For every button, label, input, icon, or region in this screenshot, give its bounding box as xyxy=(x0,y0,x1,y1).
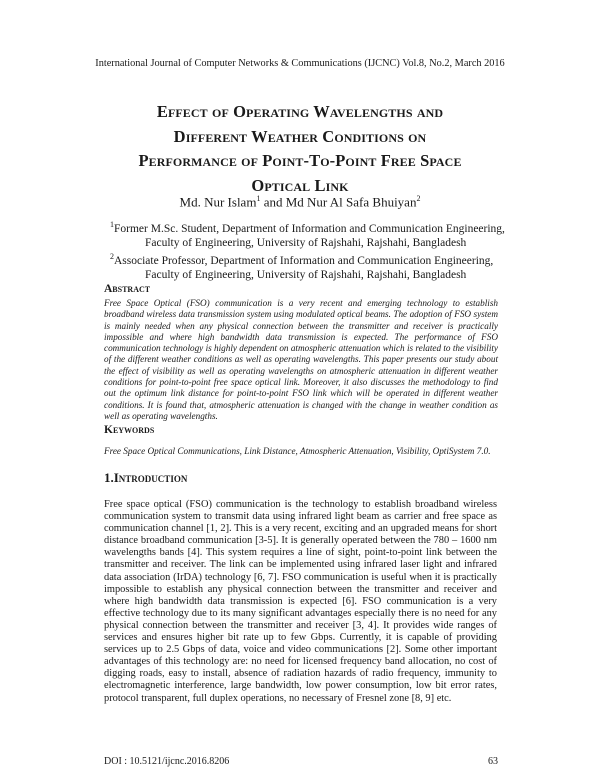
title-line: Effect of Operating Wavelengths and xyxy=(156,102,444,121)
journal-header: International Journal of Computer Networks & Communications (IJCNC) Vol.8, No.2, March 2016 xyxy=(95,58,505,69)
affiliation-line xyxy=(110,218,530,236)
affiliation-superscript: 1 xyxy=(110,220,114,229)
author-conjunction: and xyxy=(260,194,286,210)
author-superscript: 2 xyxy=(416,194,421,203)
author-line xyxy=(0,194,600,210)
affiliation-line: Faculty of Engineering, University of Rajshahi, Rajshahi, Bangladesh xyxy=(145,268,467,281)
affiliation-line xyxy=(110,250,530,268)
title-line: Different Weather Conditions on xyxy=(173,126,427,146)
abstract-text: Free Space Optical (FSO) communication is a very recent and emerging technology to establish broadband wireless data transmission system using modulated optical beams. The adoption of FSO system is mainly needed when any physical connection between the transmitter and receiver is practically impossible and where high bandwidth data transmission is expected. The performance of FSO communication technology is highly dependent on atmospheric attenuation which is related to the visibility of the different weather conditions as well as operating wavelengths. This paper presents our study about the effect of visibility as well as operating wavelengths on atmospheric attenuation in different weather conditions for point-to-point free space optical link. Moreover, it also discusses the methodology to find out the optimum link distance for point-to-point FSO link which will be operated in different weather conditions. It is found that, atmospheric attenuation is changed with the change in weather condition as well as operating wavelengths. xyxy=(104,298,498,421)
author-name: Md Nur Al Safa Bhuiyan xyxy=(285,194,417,210)
author-superscript: 1 xyxy=(256,194,261,203)
affiliations xyxy=(110,218,530,282)
page-number: 63 xyxy=(488,756,498,767)
affiliation-superscript: 2 xyxy=(110,251,114,261)
body-paragraph: Free space optical (FSO) communication is the technology to establish broadband wireless communication system to transmit data using infrared light beam as carrier and free space as communication channel [1, 2]. This is a very recent, exciting and an upgraded means for short distance broadband communication [3-5]. It is generally operated between the 780 – 1600 nm wavelengths bands [4]. This system requires a line of sight, point-to-point link between the transmitter and receiver. The link can be implemented using infrared laser light and infrared data association (IrDA) technology [6, 7]. FSO communication is useful when it is practically impossible to establish any physical connection between the transmitter and receiver and where high bandwidth data transmission is expected [6]. FSO communication is a very effective technology due to its many significant advantages especially there is no need for any physical connection between the transmitter and receiver [3, 4]. It provides wide ranges of services and ensures higher bit rate up to few Gbps. Currently, it is capable of providing services up to 2.5 Gbps of data, voice and video communications [2]. Some other important advantages of this technology are: no need for licensed frequency band allocation, no cost of digging roads, easy to install, absence of radiation hazards of radio frequency, immunity to electromagnetic interference, large bandwidth, low power consumption, low bit error rates, protocol transparent, full duplex operations, no necessary of Fresnel zone [8, 9] etc. xyxy=(104,499,497,704)
title-line: Optical Link xyxy=(251,175,349,195)
section-heading: 1.Introduction xyxy=(104,470,188,485)
affiliation-text: Associate Professor, Department of Information and Communication Engineering, xyxy=(114,254,494,267)
affiliation-text: Former M.Sc. Student, Department of Information and Communication Engineering, xyxy=(114,222,505,235)
keywords-heading: Keywords xyxy=(104,424,155,436)
keywords-text: Free Space Optical Communications, Link Distance, Atmospheric Attenuation, Visibility, OptiSystem 7.0. xyxy=(104,446,491,456)
doi-footer: DOI : 10.5121/ijcnc.2016.8206 xyxy=(104,756,230,767)
title-line: Performance of Point-To-Point Free Space xyxy=(138,151,462,170)
paper-title xyxy=(60,100,540,198)
affiliation-line: Faculty of Engineering, University of Rajshahi, Rajshahi, Bangladesh xyxy=(145,236,467,249)
author-name: Md. Nur Islam xyxy=(179,194,257,210)
abstract-heading: Abstract xyxy=(104,283,151,295)
